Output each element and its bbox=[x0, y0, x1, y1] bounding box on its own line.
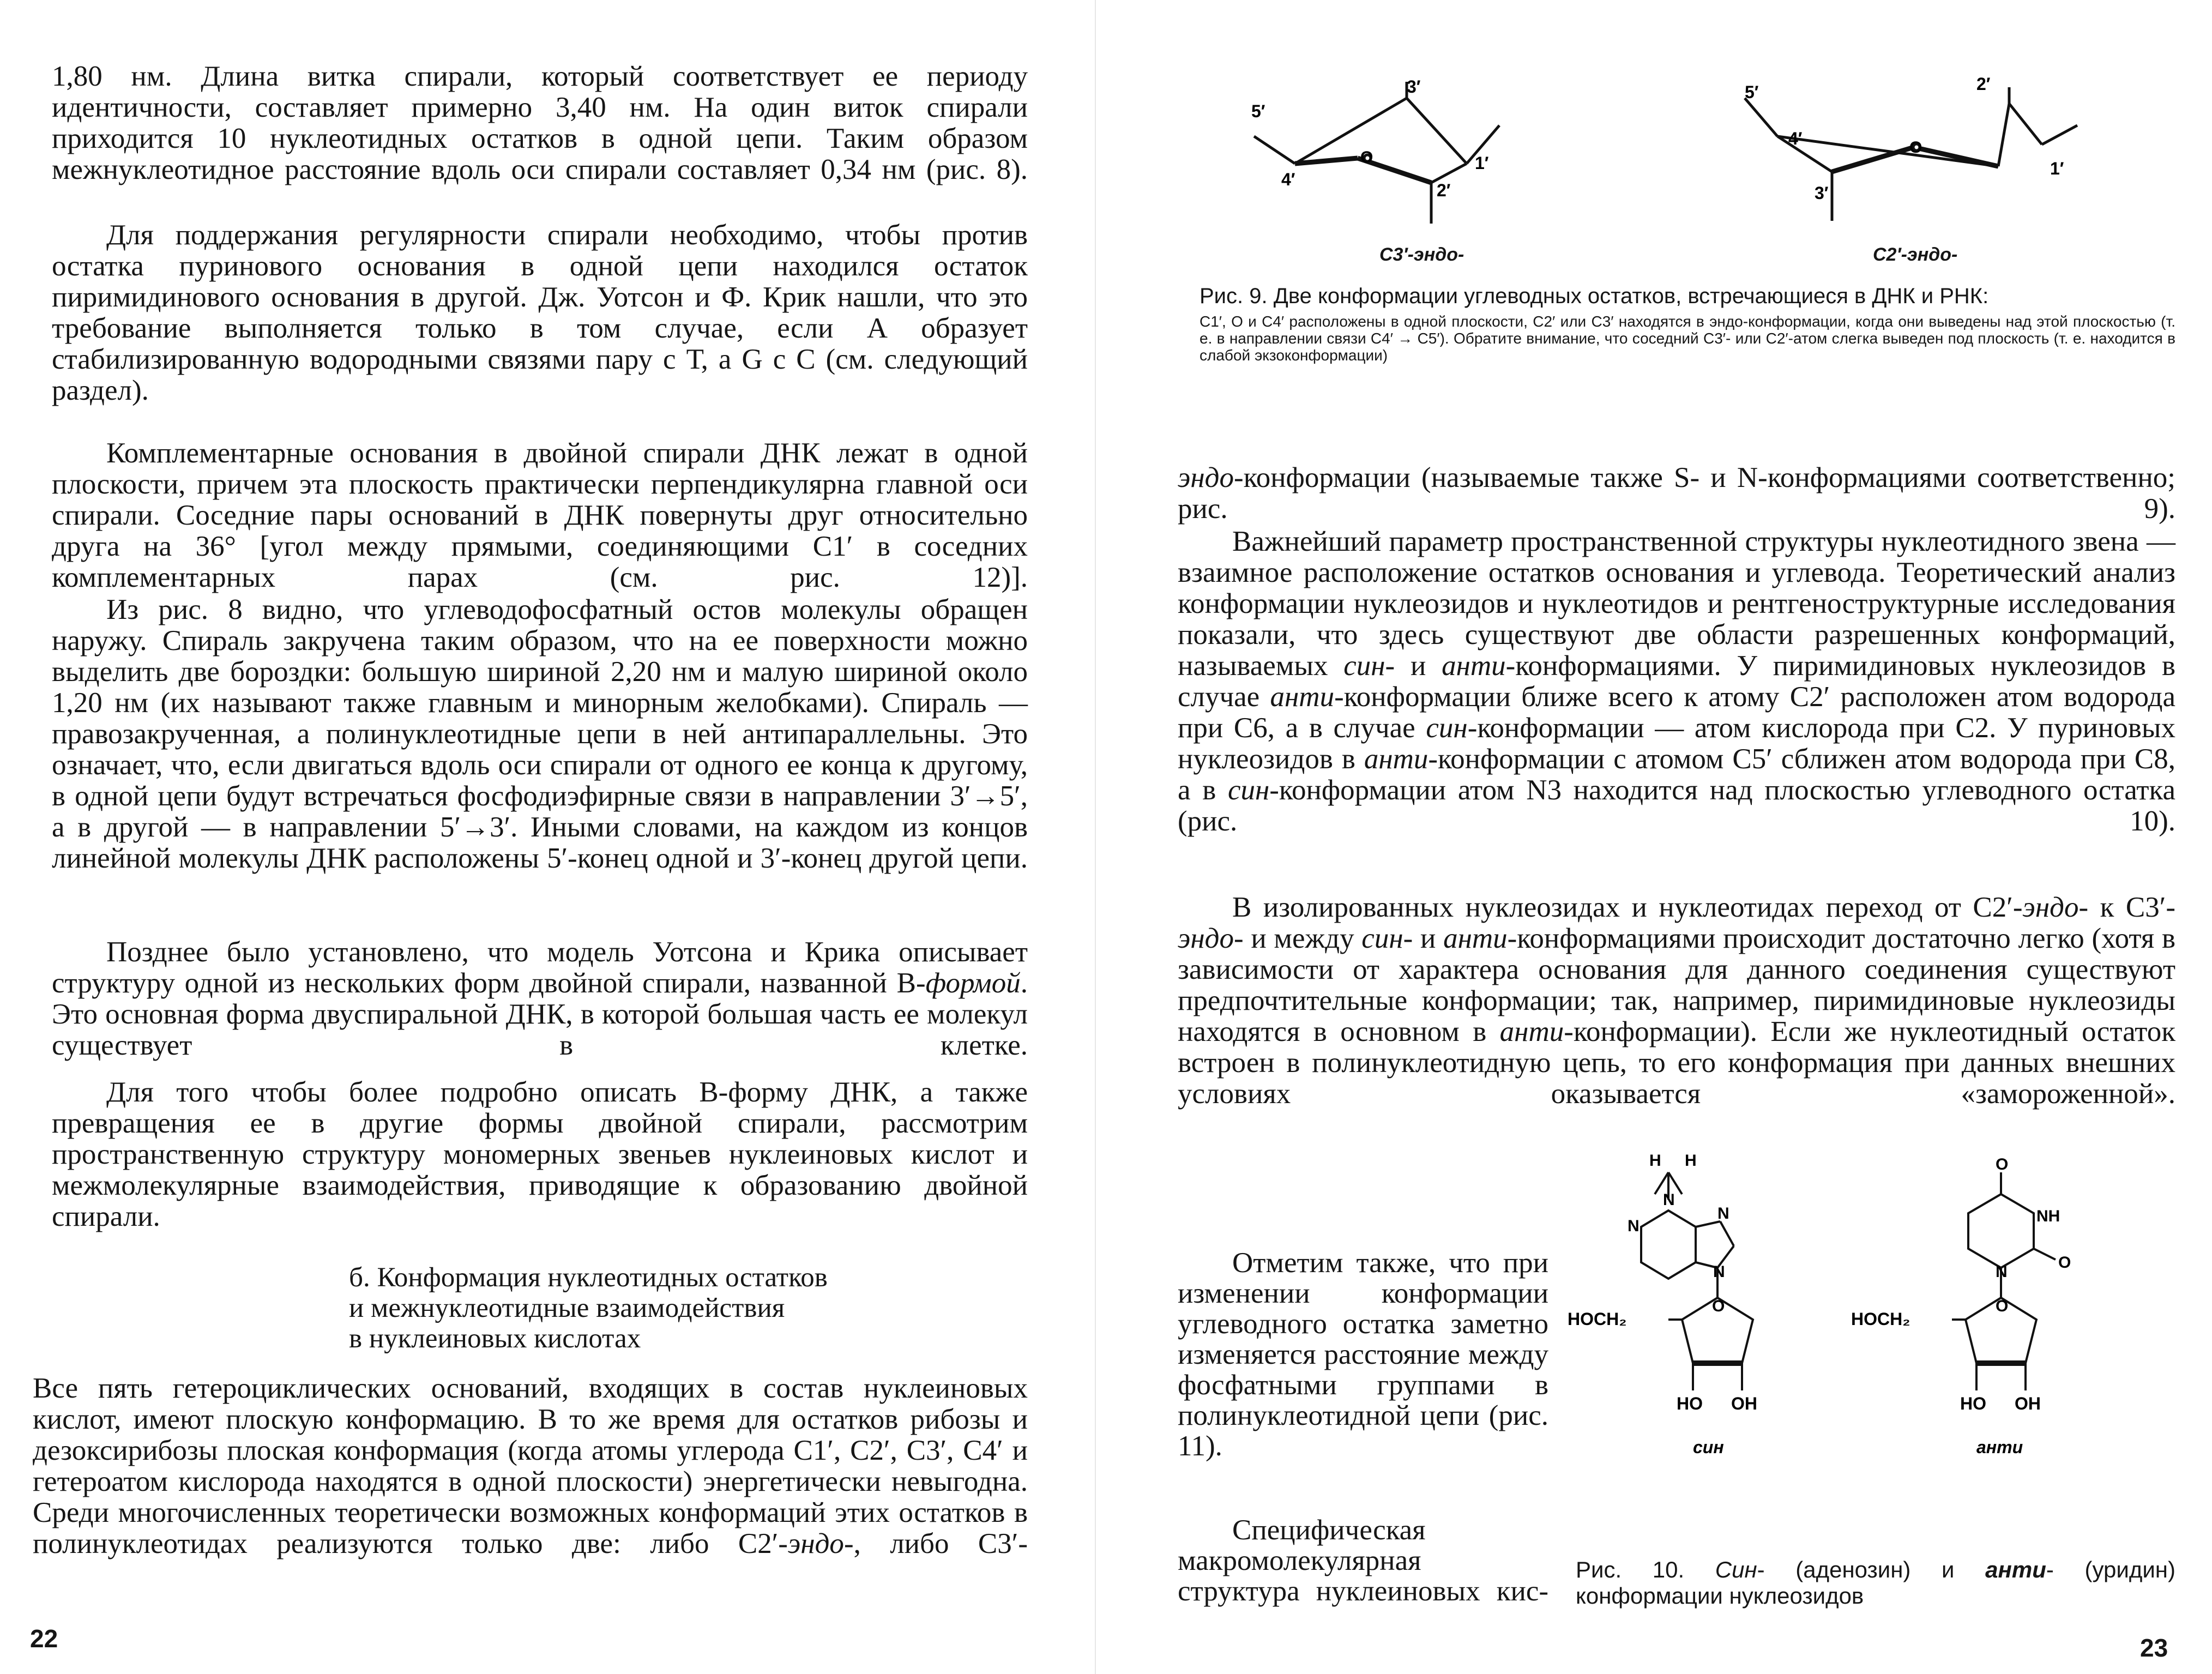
adenosine-h-right: H bbox=[1685, 1152, 1697, 1170]
atom-o-left: O bbox=[1360, 148, 1373, 166]
paragraph-r5: Специфическая макромолекулярная структура нуклеиновых кис- bbox=[1178, 1514, 1548, 1607]
adenosine-oh: OH bbox=[1731, 1394, 1757, 1413]
paragraph-2: Для поддержания регулярности спирали необходимо, чтобы против остатка пуринового основания в одной цепи находился остаток пиримидинового основания в другой. Дж. Уотсон и Ф. Крик нашли, что это требование выполняется только в том случае, если А образует стабилизированную водородными связями пару с Т, а G с С (см. следующий раздел). bbox=[52, 219, 1028, 406]
uridine-structure bbox=[1952, 1172, 2056, 1390]
heading-line-1: б. Конформация нуклеотидных остатков bbox=[349, 1262, 828, 1293]
adenosine-n9: N bbox=[1713, 1263, 1725, 1281]
uridine-nh: NH bbox=[2036, 1207, 2060, 1225]
adenosine-n6: N bbox=[1663, 1191, 1675, 1209]
page-number-right: 23 bbox=[2140, 1634, 2168, 1662]
label-anti: анти bbox=[1976, 1437, 2023, 1457]
paragraph-4: Из рис. 8 видно, что углеводофосфатный остов молекулы обращен наружу. Спираль закручена таким образом, что на ее поверхности можно выделить две бороздки: большую шириной 2,20 нм и малую шириной около 1,20 нм (их называют также главным и минорным желобками). Спираль — правозакрученная, а полинуклеотидные цепи в ней антипараллельны. Это означает, что, если двигаться вдоль оси спирали от одного ее конца к другому, в одной цепи будут встречаться фосфодиэфирные связи в направлении 3′→5′, а в другой — в направлении 5′→3′. Иными словами, на каждом из концов линейной молекулы ДНК расположены 5′-конец одной и 3′-конец другой цепи. bbox=[52, 594, 1028, 874]
figure-10-nucleosides bbox=[1554, 1134, 2186, 1516]
atom-o-right: O bbox=[1909, 139, 1922, 156]
adenosine-ring-o: O bbox=[1712, 1297, 1725, 1315]
right-page bbox=[1101, 0, 2212, 1674]
figure-9-conformations bbox=[1243, 65, 2159, 262]
figure-9-caption-note: С1′, О и С4′ расположены в одной плоскости, С2′ или С3′ находятся в эндо-конформации, когда они выведены над этой плоскостью (т. е. в направлении связи С4′ → С5′). Обратите внимание, что соседний С3′- или С2′-атом слегка выведен под плоскость (т. е. находится в слабой экзоконформации) bbox=[1200, 313, 2175, 364]
atom-1-right: 1′ bbox=[2050, 159, 2064, 178]
heading-line-3: в нуклеиновых кислотах bbox=[349, 1323, 641, 1354]
atom-3-right: 3′ bbox=[1815, 183, 1829, 203]
paragraph-r2: Важнейший параметр пространственной структуры нуклеотидного звена — взаимное расположение остатков основания и углевода. Теоретический анализ конформации нуклеозидов и нуклеотидов и рентгеноструктурные исследования показали, что здесь существуют две области разрешенных конформаций, называемых син- и анти-конформациями. У пиримидиновых нуклеозидов в случае анти-конформации ближе всего к атому С2′ расположен атом водорода при С6, а в случае син-конформации — атом кислорода при С2. У пуриновых нуклеозидов в анти-конформации с атомом С5′ сближен атом водорода при С8, а в син-конформации атом N3 находится над плоскостью углеводного остатка (рис. 10). bbox=[1178, 526, 2176, 837]
uridine-o4: O bbox=[1996, 1155, 2009, 1173]
paragraph-r1: эндо-конформации (называемые также S- и N-конформациями соответственно; рис. 9). bbox=[1178, 462, 2175, 525]
atom-5-right: 5′ bbox=[1745, 82, 1759, 102]
page-fold bbox=[1095, 0, 1096, 1674]
page-number: 22 bbox=[30, 1624, 58, 1653]
uridine-hoch2: HOCH₂ bbox=[1851, 1309, 1910, 1329]
adenosine-h-left: H bbox=[1649, 1152, 1661, 1170]
uridine-ho: HO bbox=[1960, 1394, 1986, 1413]
atom-4-left: 4′ bbox=[1281, 170, 1295, 189]
atom-3-left: 3′ bbox=[1407, 77, 1421, 97]
atom-1-left: 1′ bbox=[1475, 153, 1489, 173]
adenosine-ho: HO bbox=[1677, 1394, 1703, 1413]
section-heading bbox=[349, 1262, 1003, 1354]
paragraph-1: 1,80 нм. Длина витка спирали, который соответствует ее периоду идентичности, составляет примерно 3,40 нм. На один виток спирали приходится 10 нуклеотидных остатков в одной цепи. Таким образом межнуклеотидное расстояние вдоль оси спирали составляет 0,34 нм (рис. 8). bbox=[52, 61, 1028, 185]
label-c2-endo: С2′-эндо- bbox=[1873, 244, 1958, 265]
paragraph-3: Комплементарные основания в двойной спирали ДНК лежат в одной плоскости, причем эта плоскость практически перпендикулярна главной оси спирали. Соседние пары оснований в ДНК повернуты друг относительно друга на 36° [угол между прямыми, соединяющими С1′ в соседних комплементарных парах (см. рис. 12)]. bbox=[52, 437, 1028, 593]
adenosine-n1: N bbox=[1628, 1217, 1640, 1235]
paragraph-7: Все пять гетероциклических оснований, входящих в состав нуклеиновых кислот, имеют плоскую конформацию. В то же время для остатков рибозы и дезоксирибозы плоская конформация (когда атомы углерода С1′, С2′, С3′, С4′ и гетероатом кислорода находятся в одной плоскости) энергетически невыгодна. Среди многочисленных теоретически возможных конформаций этих остатков в полинуклеотидах реализуются только две: либо С2′-эндо-, либо С3′- bbox=[33, 1372, 1028, 1559]
heading-line-2: и межнуклеотидные взаимодействия bbox=[349, 1293, 785, 1323]
label-c3-endo: С3′-эндо- bbox=[1379, 244, 1464, 265]
left-page bbox=[0, 0, 1090, 1674]
paragraph-r4: Отметим также, что при изменении конформации углеводного остатка заметно изменяется расстояние между фосфатными группами в полинуклеотидной цепи (рис. 11). bbox=[1178, 1247, 1548, 1462]
adenosine-n7: N bbox=[1717, 1205, 1729, 1223]
atom-2-left: 2′ bbox=[1437, 180, 1451, 200]
uridine-oh: OH bbox=[2015, 1394, 2041, 1413]
paragraph-5: Позднее было установлено, что модель Уотсона и Крика описывает структуру одной из нескольких форм двойной спирали, названной В-формой. Это основная форма двуспиральной ДНК, в которой большая часть ее молекул существует в клетке. bbox=[52, 936, 1028, 1061]
paragraph-r3: В изолированных нуклеозидах и нуклеотидах переход от С2′-эндо- к С3′-эндо- и между син- и анти-конформациями происходит достаточно легко (хотя в зависимости от характера основания для данного соединения существуют предпочтительные конформации; так, например, пиримидиновые нуклеозиды находятся в основном в анти-конформации). Если же нуклеотидный остаток встроен в полинуклеотидную цепь, то его конформация при данных внешних условиях оказывается «замороженной». bbox=[1178, 892, 2176, 1110]
atom-2-right: 2′ bbox=[1976, 74, 1991, 94]
figure-9-caption bbox=[1200, 284, 2175, 364]
uridine-n1: N bbox=[1996, 1263, 2008, 1281]
label-syn: син bbox=[1693, 1437, 1724, 1457]
uridine-o2: O bbox=[2058, 1254, 2071, 1272]
figure-10-caption: Рис. 10. Син- (аденозин) и анти- (уридин) конформации нуклеозидов bbox=[1576, 1557, 2175, 1609]
uridine-ring-o: O bbox=[1996, 1297, 2009, 1315]
paragraph-6: Для того чтобы более подробно описать В-форму ДНК, а также превращения ее в другие формы двойной спирали, рассмотрим пространственную структуру мономерных звеньев нуклеиновых кислот и межмолекулярные взаимодействия, приводящие к образованию двойной спирали. bbox=[52, 1076, 1028, 1232]
atom-4-right: 4′ bbox=[1788, 129, 1803, 148]
adenosine-hoch2: HOCH₂ bbox=[1568, 1309, 1627, 1329]
adenosine-structure bbox=[1641, 1172, 1753, 1390]
c3-endo-ring bbox=[1254, 82, 1499, 224]
atom-5-left: 5′ bbox=[1251, 101, 1265, 121]
figure-9-caption-title: Рис. 9. Две конформации углеводных остатков, встречающиеся в ДНК и РНК: bbox=[1200, 284, 1989, 308]
